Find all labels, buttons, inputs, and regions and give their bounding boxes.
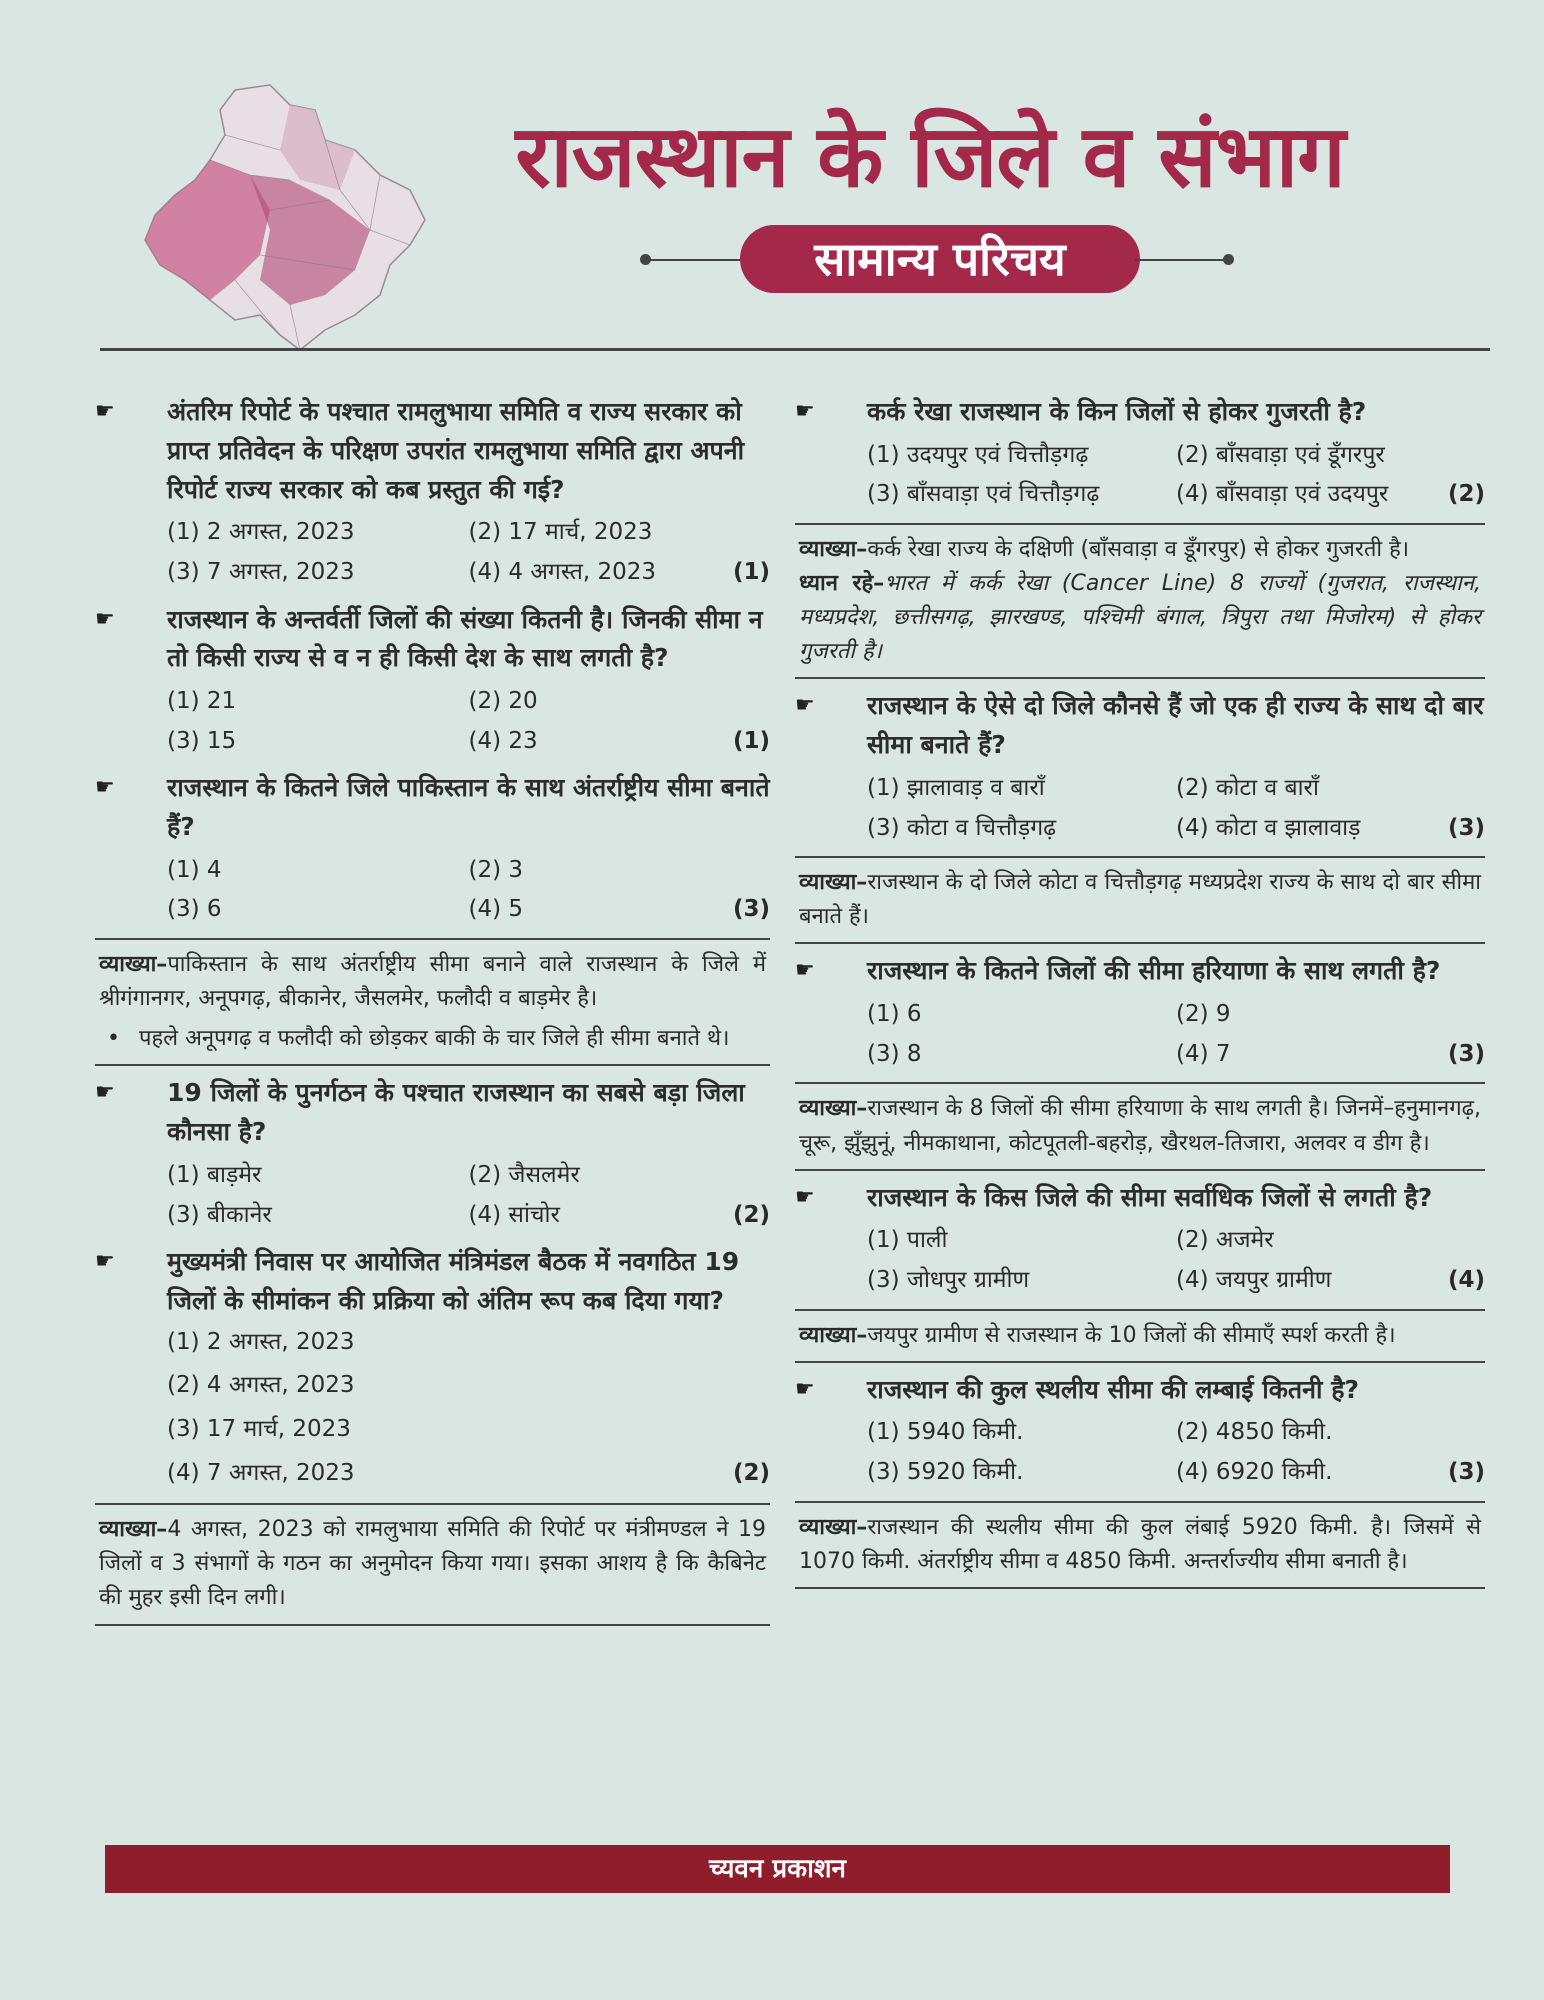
pointing-hand-icon: ☛ [95,606,115,632]
subtitle-banner [640,225,1240,295]
option-row [1176,809,1485,849]
question-text: अंतरिम रिपोर्ट के पश्चात रामलुभाया समिति व राज्य सरकार को प्राप्त प्रतिवेदन के परिक्षण उपरांत रामलुभाया समिति द्वारा अपनी रिपोर्ट राज्य सरकार को कब प्रस्तुत की गई? [167,397,745,504]
question-block [795,393,1485,515]
explanation [795,523,1485,679]
option: (4) 4 अगस्त, 2023 [468,558,657,585]
question-block [795,687,1485,848]
option-row [1176,1035,1485,1075]
pointing-hand-icon: ☛ [795,958,815,984]
explanation [95,1503,770,1625]
answer: (2) [1447,481,1485,508]
pointing-hand-icon: ☛ [95,1080,115,1106]
option: (4) 7 [1176,1040,1231,1067]
option-row [167,1452,770,1496]
option: (4) 5 [468,896,524,923]
pointing-hand-icon: ☛ [95,775,115,801]
option: (1) 6 [867,1001,922,1028]
answer: (3) [1447,814,1485,841]
option: (2) 3 [468,856,524,883]
answer: (4) [1447,1266,1485,1293]
option: (4) जयपुर ग्रामीण [1176,1266,1332,1293]
option: (1) 4 [167,856,222,883]
explanation-label: व्याख्या– [799,870,868,896]
question-block [795,952,1485,1074]
right-column [795,385,1485,1589]
option: (4) 7 अगस्त, 2023 [167,1459,355,1486]
question-text: मुख्यमंत्री निवास पर आयोजित मंत्रिमंडल बैठक में नवगठित 19 जिलों के सीमांकन की प्रक्रिया को अंतिम रूप कब दिया गया? [167,1247,740,1315]
explanation [795,1501,1485,1589]
option-row [469,553,771,593]
explanation-text: पाकिस्तान के साथ अंतर्राष्ट्रीय सीमा बनाने वाले राजस्थान के जिले में श्रीगंगानगर, अनूपगढ़, बीकानेर, जैसलमेर, फलौदी व बाड़मेर है। [99,952,766,1012]
pointing-hand-icon: ☛ [795,693,815,719]
pointing-hand-icon: ☛ [795,1184,815,1210]
explanation [795,856,1485,944]
pointing-hand-icon: ☛ [95,1249,115,1275]
option: (4) बाँसवाड़ा एवं उदयपुर [1176,481,1389,508]
explanation-label: व्याख्या– [799,537,868,563]
pointing-hand-icon: ☛ [795,399,815,424]
option: (1) झालावाड़ व बाराँ [867,774,1045,801]
option: (2) अजमेर [1176,1227,1274,1254]
note-label: ध्यान रहे– [799,571,885,597]
option-row [469,1196,771,1236]
option: (2) 9 [1176,1001,1231,1028]
answer: (2) [732,1459,770,1486]
question-text: राजस्थान के कितने जिलों की सीमा हरियाणा के साथ लगती है? [867,956,1441,986]
page-subtitle: सामान्य परिचय [740,225,1140,293]
explanation-text: राजस्थान के दो जिले कोटा व चित्तौड़गढ़ मध्यप्रदेश राज्य के साथ दो बार सीमा बनाते हैं। [799,870,1481,930]
options [867,995,1485,1074]
option: (1) बाड़मेर [167,1161,262,1188]
question-text: राजस्थान की कुल स्थलीय सीमा की लम्बाई कितनी है? [867,1374,1360,1404]
option-row [1176,1261,1485,1301]
answer: (1) [732,727,770,754]
question-text: कर्क रेखा राजस्थान के किन जिलों से होकर गुजरती है? [867,397,1367,426]
answer: (2) [732,1201,770,1228]
option: (3) 7 अगस्त, 2023 [167,558,355,585]
option: (1) 21 [167,688,237,715]
option: (4) 23 [468,727,538,754]
explanation-label: व्याख्या– [799,1514,868,1540]
option: (2) 17 मार्च, 2023 [468,519,653,546]
question-text: राजस्थान के किस जिले की सीमा सर्वाधिक जिलों से लगती है? [867,1182,1433,1212]
explanation [795,1309,1485,1363]
question-block [95,1074,770,1235]
question-block [95,393,770,593]
option: (2) बाँसवाड़ा एवं डूँगरपुर [1176,441,1385,468]
question-text: राजस्थान के कितने जिले पाकिस्तान के साथ अंतर्राष्ट्रीय सीमा बनाते हैं? [167,773,770,842]
option: (4) सांचोर [468,1201,560,1228]
header-divider [100,348,1490,351]
option-row [469,890,771,930]
options [167,1156,770,1235]
options [867,1413,1485,1492]
explanation-text: जयपुर ग्रामीण से राजस्थान के 10 जिलों की सीमाएँ स्पर्श करती है। [867,1322,1396,1348]
bullet-note: • पहले अनूपगढ़ व फलौदी को छोड़कर बाकी के चार जिले ही सीमा बनाते थे। [99,1022,766,1056]
option: (4) कोटा व झालावाड़ [1176,814,1361,841]
options [167,1321,770,1496]
explanation-text: कर्क रेखा राज्य के दक्षिणी (बाँसवाड़ा व डूँगरपुर) से होकर गुजरती है। [867,537,1410,563]
option: (2) 4850 किमी. [1176,1419,1333,1446]
option: (3) जोधपुर ग्रामीण [867,1266,1030,1293]
option: (3) कोटा व चित्तौड़गढ़ [867,814,1057,841]
option-row [1176,1453,1485,1493]
answer: (1) [732,558,770,585]
explanation-label: व्याख्या– [799,1096,868,1122]
option: (1) उदयपुर एवं चित्तौड़गढ़ [867,441,1089,468]
option: (3) 5920 किमी. [867,1459,1024,1486]
explanation-text: 4 अगस्त, 2023 को रामलुभाया समिति की रिपोर्ट पर मंत्रीमण्डल ने 19 जिलों व 3 संभागों के गठन का अनुमोदन किया गया। इसका आशय है कि कैबिनेट की मुहर इसी दिन लगी। [99,1517,766,1611]
question-block [95,769,770,930]
answer: (3) [732,896,770,923]
explanation-text: राजस्थान के 8 जिलों की सीमा हरियाणा के साथ लगती है। जिनमें–हनुमानगढ़, चूरू, झुँझुनूं, नीमकाथाना, कोटपूतली-बहरोड़, खैरथल-तिजारा, अलवर व डीग है। [799,1096,1481,1156]
answer: (3) [1447,1459,1485,1486]
option: (4) 6920 किमी. [1176,1459,1333,1486]
pointing-hand-icon: ☛ [95,399,115,424]
option: (3) 6 [167,896,222,923]
rajasthan-map-icon [140,80,440,360]
option: (1) 5940 किमी. [867,1419,1024,1446]
page-title: राजस्थान के जिले व संभाग [515,107,1345,207]
question-block [95,1243,770,1495]
question-block [795,1179,1485,1301]
options [167,682,770,761]
explanation [95,938,770,1066]
option: (1) 2 अगस्त, 2023 [167,519,355,546]
explanation-label: व्याख्या– [99,952,168,978]
option: (2) कोटा व बाराँ [1176,774,1319,801]
option: (2) 4 अगस्त, 2023 [167,1372,355,1399]
option: (1) 2 अगस्त, 2023 [167,1328,355,1355]
decor-dot-right [1223,254,1234,265]
options [167,851,770,930]
options [867,436,1485,515]
options [867,769,1485,848]
option: (3) 17 मार्च, 2023 [167,1415,351,1442]
options [867,1221,1485,1300]
left-column [95,385,770,1626]
question-text: राजस्थान के ऐसे दो जिले कौनसे हैं जो एक ही राज्य के साथ दो बार सीमा बनाते हैं? [867,691,1484,760]
option: (2) जैसलमेर [468,1161,580,1188]
question-text: 19 जिलों के पुनर्गठन के पश्चात राजस्थान का सबसे बड़ा जिला कौनसा है? [167,1078,745,1147]
explanation [795,1082,1485,1170]
decor-line-left [648,259,748,261]
question-text: राजस्थान के अन्तर्वर्ती जिलों की संख्या कितनी है। जिनकी सीमा न तो किसी राज्य से व न ही किसी देश के साथ लगती है? [167,604,763,673]
option: (3) 15 [167,727,237,754]
question-block [795,1371,1485,1493]
option: (2) 20 [468,688,538,715]
explanation-label: व्याख्या– [99,1517,168,1543]
decor-line-right [1135,259,1225,261]
option: (3) बीकानेर [167,1201,272,1228]
note-text: भारत में कर्क रेखा (Cancer Line) 8 राज्यों (गुजरात, राजस्थान, मध्यप्रदेश, छत्तीसगढ़, झारखण्ड, पश्चिमी बंगाल, त्रिपुरा तथा मिजोरम) से होकर गुजरती है। [799,571,1481,665]
option-row [1176,475,1485,515]
pointing-hand-icon: ☛ [795,1376,815,1402]
question-block [95,601,770,762]
options [167,513,770,592]
explanation-label: व्याख्या– [799,1322,868,1348]
answer: (3) [1447,1040,1485,1067]
option: (3) 8 [867,1040,922,1067]
explanation-text: राजस्थान की स्थलीय सीमा की कुल लंबाई 5920 किमी. है। जिसमें से 1070 किमी. अंतर्राष्ट्रीय सीमा व 4850 किमी. अन्तर्राज्यीय सीमा बनाती है। [799,1514,1481,1574]
option: (1) पाली [867,1227,948,1254]
publisher-footer: च्यवन प्रकाशन [105,1845,1450,1893]
option: (3) बाँसवाड़ा एवं चित्तौड़गढ़ [867,481,1100,508]
option-row [469,722,771,762]
